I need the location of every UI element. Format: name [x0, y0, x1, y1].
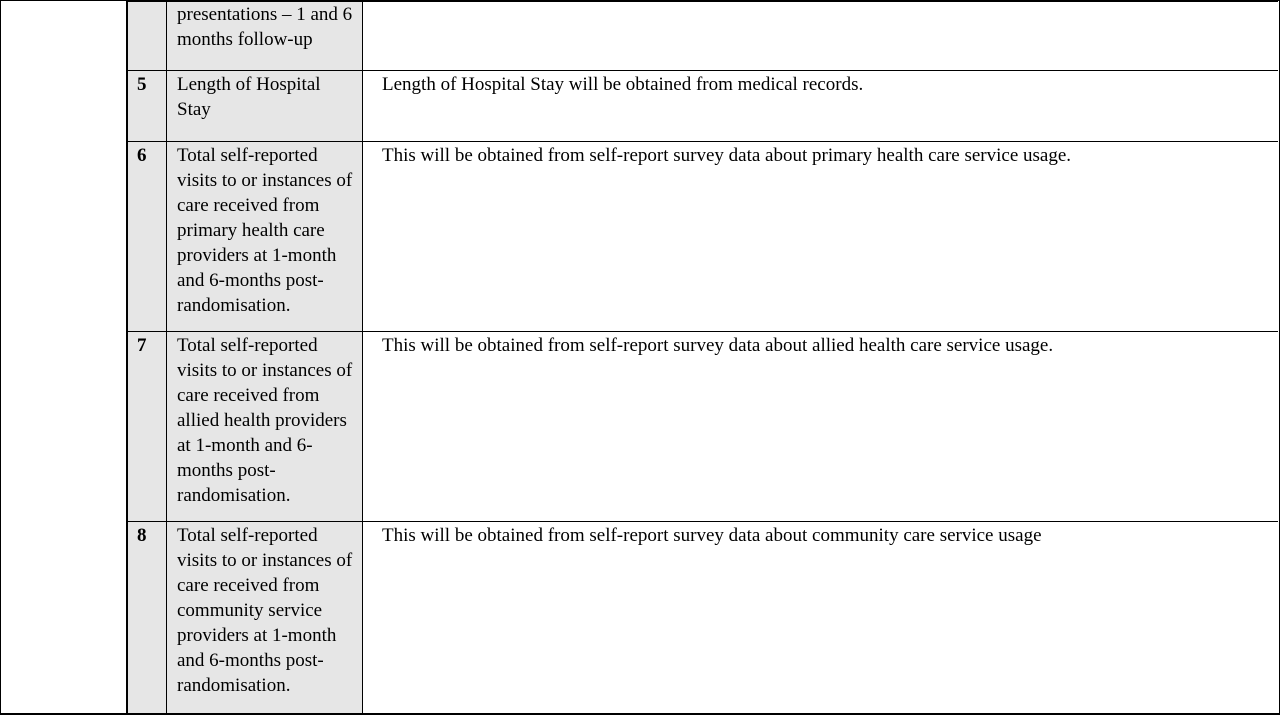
- row-number: 6: [137, 145, 147, 166]
- row-divider: [0, 713, 1280, 714]
- row-divider: [128, 331, 1278, 332]
- outcome-cell: Total self-reported visits to or instances of care received from allied health providers at 1-month and 6-months post-randomisation.: [177, 335, 353, 506]
- row-number: 7: [137, 335, 147, 356]
- row-divider: [128, 141, 1278, 142]
- column-divider: [166, 0, 167, 714]
- description-cell: Length of Hospital Stay will be obtained from medical records.: [382, 74, 864, 95]
- outcome-cell: presentations – 1 and 6 months follow-up: [177, 4, 353, 50]
- row-divider: [128, 521, 1278, 522]
- description-cell: This will be obtained from self-report survey data about primary health care service usage.: [382, 145, 1072, 166]
- column-divider: [362, 0, 363, 714]
- description-cell: This will be obtained from self-report survey data about allied health care service usage.: [382, 335, 1054, 356]
- description-cell: This will be obtained from self-report survey data about community care service usage: [382, 525, 1042, 546]
- row-number: 8: [137, 525, 147, 546]
- row-number: 5: [137, 74, 147, 95]
- number-column-shade: [128, 1, 166, 713]
- column-divider: [126, 0, 128, 714]
- outcome-cell: Total self-reported visits to or instances of care received from community service providers at 1-month and 6-months post-randomisation.: [177, 525, 353, 696]
- outcome-cell: Total self-reported visits to or instances of care received from primary health care providers at 1-month and 6-months post-randomisation.: [177, 145, 353, 316]
- outcome-cell: Length of Hospital Stay: [177, 74, 321, 120]
- row-divider: [128, 70, 1278, 71]
